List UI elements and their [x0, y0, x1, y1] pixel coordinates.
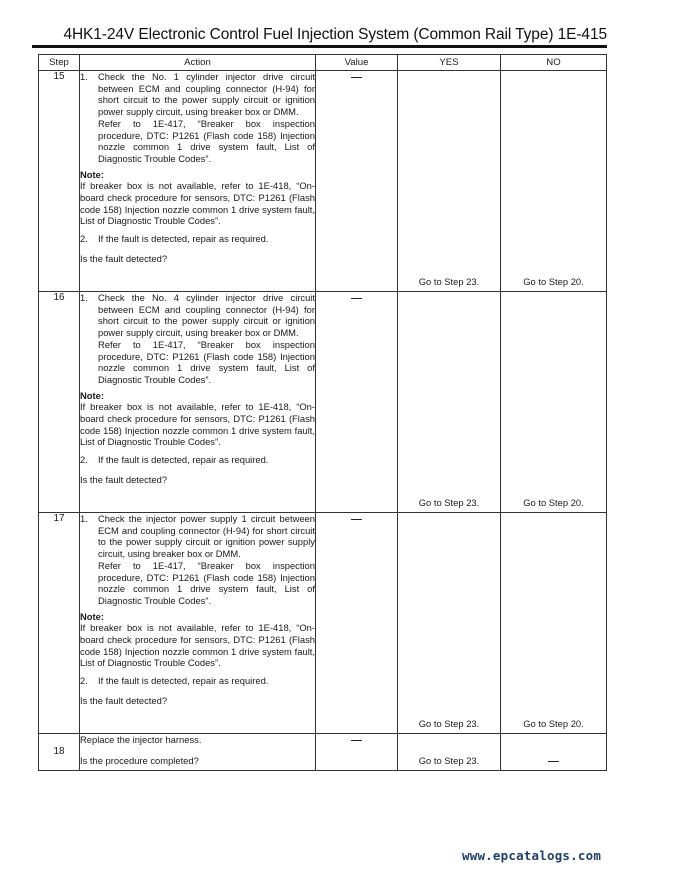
item-text: Check the No. 4 cylinder injector drive circuit between ECM and coupling connector (H-94) for short circuit to the power supply circuit or ignition power supply circuit, using breaker box or DMM.	[98, 292, 315, 339]
no-result: Go to Step 20.	[523, 276, 584, 288]
column-header-action: Action	[80, 55, 316, 71]
yes-result: Go to Step 23.	[418, 755, 480, 767]
no-cell	[501, 513, 607, 734]
watermark-link[interactable]: www.epcatalogs.com	[462, 848, 602, 863]
item-text: Check the No. 1 cylinder injector drive circuit between ECM and coupling connector (H-94) for short circuit to the power supply circuit or ignition power supply circuit, using breaker box or DMM.	[98, 71, 315, 118]
column-header-step: Step	[39, 55, 80, 71]
yes-cell	[398, 292, 501, 513]
action-text: Replace the injector harness.	[80, 734, 202, 745]
yes-result: Go to Step 23.	[418, 718, 480, 730]
action-cell	[80, 292, 316, 513]
reference-text: Refer to 1E-417, “Breaker box inspection procedure, DTC: P1261 (Flash code 158) Injection nozzle common 1 drive system fault, List of Diagnostic Trouble Codes”.	[98, 117, 315, 164]
dash-icon	[351, 740, 362, 741]
action-item-1	[80, 71, 315, 165]
table-header-row	[39, 55, 607, 71]
no-cell	[501, 734, 607, 771]
question-text: Is the procedure completed?	[80, 754, 199, 766]
item-text: If the fault is detected, repair as required.	[98, 454, 269, 466]
action-cell	[80, 734, 316, 771]
item-text: Check the injector power supply 1 circuit between ECM and coupling connector (H-94) for short circuit to the power supply circuit or ignition power supply circuit, using breaker box or DMM.	[98, 513, 315, 560]
question-text: Is the fault detected?	[80, 473, 168, 485]
action-cell	[80, 513, 316, 734]
yes-cell	[398, 71, 501, 292]
action-item-2	[80, 233, 315, 245]
item-text: If the fault is detected, repair as required.	[98, 233, 269, 245]
step-number: 18	[39, 734, 80, 771]
action-item-2	[80, 454, 315, 466]
yes-cell	[398, 513, 501, 734]
column-header-value: Value	[316, 55, 398, 71]
question-text: Is the fault detected?	[80, 694, 168, 706]
diagnostic-table	[38, 54, 607, 771]
step-number: 16	[39, 292, 80, 513]
action-item-1	[80, 292, 315, 386]
item-number: 2.	[80, 233, 88, 245]
item-number: 2.	[80, 675, 88, 687]
no-cell	[501, 71, 607, 292]
dash-icon	[351, 519, 362, 520]
reference-text: Refer to 1E-417, “Breaker box inspection procedure, DTC: P1261 (Flash code 158) Injection nozzle common 1 drive system fault, List of Diagnostic Trouble Codes”.	[98, 338, 315, 385]
question-text: Is the fault detected?	[80, 252, 168, 264]
dash-icon	[351, 77, 362, 78]
table-row	[39, 734, 607, 771]
action-cell	[80, 71, 316, 292]
item-number: 1.	[80, 71, 88, 82]
value-cell	[316, 513, 398, 734]
note-text: If breaker box is not available, refer to 1E-418, “On-board check procedure for sensors, DTC: P1261 (Flash code 158) Injection nozzle common 1 drive system fault, List of Diagnostic Trouble Codes”.	[80, 180, 315, 227]
step-number: 17	[39, 513, 80, 734]
dash-icon	[548, 761, 559, 762]
note-label: Note:	[80, 168, 104, 180]
item-text: If the fault is detected, repair as required.	[98, 675, 269, 687]
value-cell	[316, 292, 398, 513]
action-item-2	[80, 675, 315, 687]
yes-cell	[398, 734, 501, 771]
value-cell	[316, 71, 398, 292]
value-cell	[316, 734, 398, 771]
reference-text: Refer to 1E-417, “Breaker box inspection procedure, DTC: P1261 (Flash code 158) Injection nozzle common 1 drive system fault, List of Diagnostic Trouble Codes”.	[98, 559, 315, 606]
yes-result: Go to Step 23.	[418, 497, 480, 509]
note-text: If breaker box is not available, refer to 1E-418, “On-board check procedure for sensors, DTC: P1261 (Flash code 158) Injection nozzle common 1 drive system fault, List of Diagnostic Trouble Codes”.	[80, 622, 315, 669]
column-header-no: NO	[501, 55, 607, 71]
column-header-yes: YES	[398, 55, 501, 71]
step-number: 15	[39, 71, 80, 292]
note-label: Note:	[80, 389, 104, 401]
item-number: 1.	[80, 292, 88, 303]
table-row	[39, 71, 607, 292]
table-row	[39, 292, 607, 513]
item-number: 2.	[80, 454, 88, 466]
no-result	[501, 755, 606, 767]
no-result: Go to Step 20.	[523, 718, 584, 730]
title-rule	[32, 45, 607, 48]
dash-icon	[351, 298, 362, 299]
item-number: 1.	[80, 513, 88, 524]
note-text: If breaker box is not available, refer to 1E-418, “On-board check procedure for sensors, DTC: P1261 (Flash code 158) Injection nozzle common 1 drive system fault, List of Diagnostic Trouble Codes”.	[80, 401, 315, 448]
table-row	[39, 513, 607, 734]
page-title: 4HK1-24V Electronic Control Fuel Injection System (Common Rail Type) 1E-415	[63, 26, 607, 43]
yes-result: Go to Step 23.	[418, 276, 480, 288]
note-label: Note:	[80, 610, 104, 622]
no-cell	[501, 292, 607, 513]
no-result: Go to Step 20.	[523, 497, 584, 509]
action-item-1	[80, 513, 315, 607]
